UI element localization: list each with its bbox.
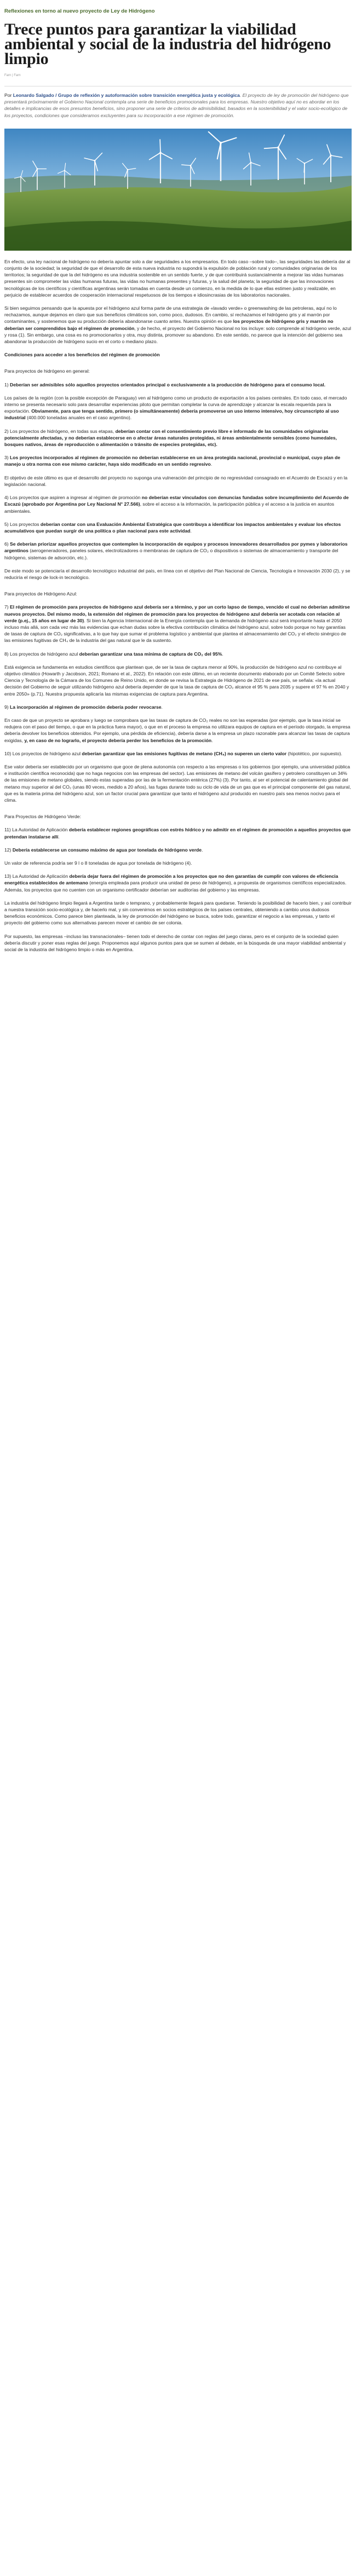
paragraph: La industria del hidrógeno limpio llegará a Argentina tarde o temprano, y probablemente llegará para quedarse. Teniendo la posibilidad de hacerlo bien, y así contribuir a nuestra transición socio-ecológica y, de hacerlo mal, y sin convenirnos en socios estratégicos de los países centrales, obteniendo a cambio unos dudosos beneficios económicos. Como parece bien planteada, la ley de promoción del hidrógeno se busca, sobre todo, garantizar el negocio a las empresas, y tanto el proyecto del gobierno como sus alternativas parecen mover el cambio de ser colonia. [4,900,352,926]
point-12: 12) Debería establecerse un consumo máximo de agua por tonelada de hidrógeno verde. [4,847,203,853]
wind-farm-photo [4,129,352,251]
intro-prefix: Por [4,92,13,98]
article-intro [4,92,352,119]
subsection-heading: Para Proyectos de Hidrógeno Verde: [4,814,81,820]
article-byline: Farn | Farn [4,74,21,77]
point-6: 6) Se deberían priorizar aquellos proyectos que contemplen la incorporación de equipos y procesos innovadores desarrollados por pymes y laboratorios argentinos (aerogeneradores, paneles solares, electrolizadores o membranas de captura de CO₂ o dispositivos o sistemas de almacenamiento y transporte del hidrógeno, sistemas de adsorción, etc.). [4,541,348,560]
point-8: 8) Los proyectos de hidrógeno azul deberían garantizar una tasa mínima de captura de CO₂ del 95%. [4,651,223,657]
section-heading: Condiciones para acceder a los beneficios del régimen de promoción [4,352,160,358]
point-7: 7) El régimen de promoción para proyectos de hidrógeno azul debería ser a término, y por un corto lapso de tiempo, vencido el cual no deberían admitirse nuevos proyectos. Del mismo modo, la extensión del régimen de promoción para los proyectos de hidrógeno azul debería ser acotada con relación al verde (p.ej., 15 años en lugar de 30). Si bien la Agencia Internacional de la Energía contempla que la demanda de hidrógeno azul será importante hasta el 2050 incluso más allá, son cada vez más las evidencias que echan dudas sobre la efectiva contribución climática del hidrógeno azul, sobre todo porque no hay garantías de tasas de captura de CO₂ significativas, a lo que hay que sumar el problema logístico y ambiental que plantea el almacenamiento del CO₂ y el efecto sinérgico de las emisiones fugitivas de CH₄ de la industria del gas natural que le da sustento. [4,604,350,644]
point-4: 4) Los proyectos que aspiren a ingresar al régimen de promoción no deberían estar vinculados con denuncias fundadas sobre incumplimiento del Acuerdo de Escazú (aprobado por Argentina por Ley Nacional N° 27.566), sobre el acceso a la información, la participación pública y el acceso a la justicia en asuntos ambientales. [4,495,349,514]
point-3: 3) Los proyectos incorporados al régimen de promoción no deberían establecerse en un área protegida nacional, provincial o municipal, cuyo plan de manejo u otra norma con ese mismo carácter, haya sido modificado en un sentido regresivo. [4,455,341,467]
point-2: 2) Los proyectos de hidrógeno, en todas sus etapas, deberían contar con el consentimiento previo libre e informado de las comunidades originarias potencialmente afectadas, y no deberían establecerse en o afectar áreas naturales protegidas, ni áreas ambientalmente sensibles (como humedales, bosques nativos, áreas de reproducción o alimentación o tránsito de especies protegidas, etc). [4,428,337,448]
article-title: Trece puntos para garantizar la viabilidad ambiental y social de la industria del hidrógeno limpio [4,20,331,68]
point-9: 9) La incorporación al régimen de promoción debería poder revocarse. [4,704,163,710]
article-body [4,258,352,953]
intro-text: . El proyecto de ley de promoción del hidrógeno que presentará próximamente el Gobierno Nacional contempla una serie de beneficios promocionales para los empresas. Nuestro objetivo aquí no es abordar en los detalles e implicancias de esos presuntos beneficios, sino proponer una serie de criterios de admisibilidad, basados en la sostenibilidad y el valor socio-ecológico de los proyectos, condiciones que consideramos excluyentes para su incorporación a ese régimen de promoción. [4,92,349,118]
paragraph: De este modo se potenciaría el desarrollo tecnológico industrial del país, en línea con el objetivo del Plan Nacional de Ciencia, Tecnología e Innovación 2030 (2), y se reduciría el riesgo de lock-in tecnológico. [4,568,351,580]
point-13: 13) La Autoridad de Aplicación debería dejar fuera del régimen de promoción a los proyectos que no den garantías de cumplir con valores de eficiencia energética establecidos de antemano (energía empleada para producir una unidad de peso de hidrógeno), a propuesta de organismos científicos especializados. Además, los proyectos que no cuenten con un organismo certificador deberían ser auditorías del gobierno y las empresas. [4,873,347,893]
paragraph: Si bien seguimos pensando que la apuesta por el hidrógeno azul forma parte de una estrategia de «lavado verde» o greenwashing de las petroleras, aquí no lo rechazamos, aunque dejamos en claro que sus beneficios climáticos son, como poco, dudosos. En cambio, sí rechazamos el hidrógeno gris y al marrón por contaminantes, y sostenemos que su producción debería abandonarse cuanto antes. Nuestra opinión es que los proyectos de hidrógeno gris y marrón no deberían ser comprendidos bajo el régimen de promoción, y de hecho, el proyecto del Gobierno Nacional no los incluye: solo comprende al hidrógeno verde, azul y rosa (1). Sin embargo, una cosa es no promocionarlos y otra, muy distinta, promover su abandono. En este sentido, no parece que la intención del gobierno sea abandonar la producción de hidrógeno sucio en el corto o mediano plazo. [4,305,351,345]
paragraph: En efecto, una ley nacional de hidrógeno no debería apuntar solo a dar seguridades a los empresarios. En todo caso –sobre todo–, las seguridades las debería dar al conjunto de la sociedad; la seguridad de que el desarrollo de esta nueva industria no supondrá la expulsión de población rural y comunidades originarias de los territorios; la seguridad de que la del hidrógeno es una industria sostenible en un sentido fuerte, y de que contribuirá sustancialmente a mejorar las vidas humanas presentes sin comprometer las vidas humanas futuras, las vidas no humanas presentes y futuras, y la salud del planeta; la seguridad de que las innovaciones tecnológicas de los científicos y científicas argentinas serán tomadas en cuenta desde un comienzo, en la medida de lo que ellas estimen justo y realizable, en perjuicio de establecer acuerdos de cooperación internacional respetuosos de los tiempos e idiosincrasias de los laboratorios nacionales. [4,258,351,298]
paragraph: Por supuesto, las empresas –incluso las transnacionales– tienen todo el derecho de contar con reglas del juego claras, pero es el conjunto de la sociedad quien debería discutir y poner esas reglas del juego. Proponemos aquí algunos puntos para que se sumen al debate, en la búsqueda de una mayor viabilidad ambiental y social de la industria del hidrógeno limpio o más en Argentina. [4,933,346,953]
point-11: 11) La Autoridad de Aplicación debería establecer regiones geográficas con estrés hídrico y no admitir en el régimen de promoción a aquellos proyectos que pretendan instalarse allí. [4,827,351,840]
paragraph: El objetivo de este último es que el desarrollo del proyecto no suponga una vulneración del principio de no regresividad consagrado en el Acuerdo de Escazú y en la legislación nacional. [4,474,348,487]
article-page [0,0,356,969]
article-kicker: Reflexiones en torno al nuevo proyecto de Ley de Hidrógeno [4,8,155,14]
paragraph: Está exigencia se fundamenta en estudios científicos que plantean que, de ser la tasa de captura menor al 90%, la producción de hidrógeno azul no contribuye al objetivo climático (Howarth y Jacobson, 2021; Romano et al., 2022). En relación con este último, en un reciente documento elaborado por un Comité Selecto sobre Ciencia y Tecnología de la Cámara de los Comunes de Reino Unido, en donde se revisa la Estrategia de Hidrógeno de 2021 de ese país, se señala: «la actual decisión del Gobierno de seguir utilizando hidrógeno azul debería depender de que la tasa de captura de CO₂ alcance el 95 % para 2035 y supere el 97 % en 2040 y entre 2050» (p.71). Nuestra propuesta aplicaría las mismas exigencias de captura para Argentina. [4,664,349,697]
paragraph: Ese valor debería ser establecido por un organismo que goce de plena autonomía con respecto a las empresas o los gobiernos (por ejemplo, una universidad pública e institución científica reconocida) que no haga negocios con las empresas del sector). Las emisiones de metano del volcán gasífero y petrolero constituyen un 34% de las emisiones de metano globales, siendo estas superadas por las de la fermentación entérica (27%) (3). Por tanto, al ser el potencial de calentamiento global del metano muy superior al del CO₂ (unas 80 veces, medido a 20 años), las fugas durante todo su ciclo de vida de un gas que es el principal componente del gas natural, que es la materia prima del hidrógeno azul, son un factor crucial para garantizar que tanto el hidrógeno azul producido en nuestro país sea menos nocivo para el clima. [4,763,351,803]
point-5: 5) Los proyectos deberían contar con una Evaluación Ambiental Estratégica que contribuya a identificar los impactos ambientales y evaluar los efectos acumulativos que puedan surgir de una política o plan nacional para este actividad. [4,521,341,534]
subsection-heading: Para proyectos de hidrógeno en general: [4,368,90,374]
subsection-heading: Para proyectos de Hidrógeno Azul: [4,591,77,597]
paragraph: En caso de que un proyecto se aprobara y luego se comprobara que las tasas de captura de CO₂ reales no son las esperadas (por ejemplo, que la tasa inicial se redujera con el paso del tiempo, o que en la práctica fuera mayor), o que en el proceso la empresa no utilizara equipos de captura en el período otorgado, la empresa debería devolver los beneficios obtenidos. Por ejemplo, una pérdida de eficiencia), debería darse a la empresa un plazo razonable para alcanzar las tasas de captura exigidas, y, en caso de no lograrlo, el proyecto debería perder los beneficios de la promoción. [4,717,351,743]
paragraph: Un valor de referencia podría ser 9 l o 8 toneladas de agua por tonelada de hidrógeno (4). [4,860,192,866]
paragraph: Los países de la región (con la posible excepción de Paraguay) ven al hidrógeno como un producto de exportación a los países centrales. En todo caso, el mercado interno se presenta necesario solo para desarrollar experiencias piloto que permitan completar la curva de aprendizaje y alcanzar la escala requerida para la exportación. Obviamente, para que tenga sentido, primero (o simultáneamente) debería promoverse un uso interno intensivo, hoy circunscripto al uso industrial (400.000 toneladas anuales en el caso argentino). [4,395,347,421]
author-link[interactable]: Leonardo Salgado / Grupo de reflexión y autoformación sobre transición energética justa y ecológica [13,92,240,98]
point-1: 1) Deberían ser admisibles sólo aquellos proyectos orientados principal o exclusivamente a la producción de hidrógeno para el consumo local. [4,381,325,387]
point-10: 10) Los proyectos de hidrógeno azul deberían garantizar que las emisiones fugitivas de metano (CH₄) no superen un cierto valor (hipotético, por supuesto). [4,750,342,756]
